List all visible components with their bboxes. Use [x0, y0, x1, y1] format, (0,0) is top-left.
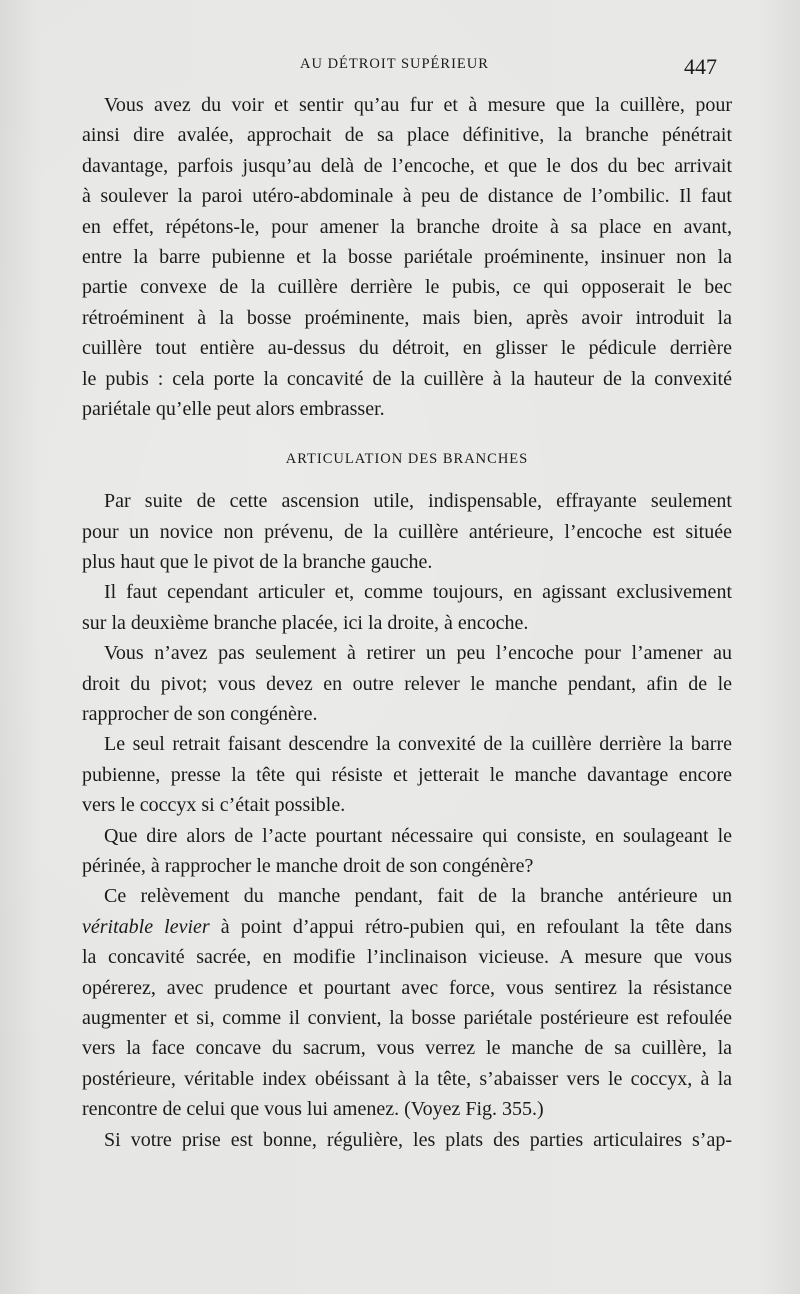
text-line: partie convexe de la cuillère derrière le pubis, ce qui opposerait le bec [82, 276, 732, 299]
text-line [82, 912, 732, 942]
text-line: pubienne, presse la tête qui résiste et jetterait le manche davantage encore [82, 763, 732, 786]
paragraph-8 [82, 1125, 732, 1155]
text-line: ainsi dire avalée, approchait de sa place définitive, la branche pénétrait [82, 124, 732, 147]
text-line: Si votre prise est bonne, régulière, les plats des parties articulaires s’ap- [104, 1128, 732, 1151]
body-text [82, 90, 732, 1155]
text-line: périnée, à rapprocher le manche droit de son congénère? [82, 854, 534, 877]
text-line: sur la deuxième branche placée, ici la droite, à encoche. [82, 611, 529, 634]
text-line: opérerez, avec prudence et pourtant avec force, vous sentirez la résistance [82, 976, 732, 999]
paragraph-1 [82, 90, 732, 424]
page-number: 447 [684, 54, 717, 79]
paragraph-6 [82, 821, 732, 882]
text-line: Que dire alors de l’acte pourtant nécessaire qui consiste, en soulageant le [104, 824, 732, 847]
text-line: à soulever la paroi utéro-abdominale à peu de distance de l’ombilic. Il faut [82, 185, 732, 208]
text-line: pour un novice non prévenu, de la cuillère antérieure, l’encoche est située [82, 520, 732, 543]
paragraph-3 [82, 577, 732, 638]
text-segment: à point d’appui rétro-pubien qui, en refoulant la tête dans [209, 915, 732, 938]
text-line: rétroéminent à la bosse proéminente, mais bien, après avoir introduit la [82, 306, 732, 329]
text-line: Le seul retrait faisant descendre la convexité de la cuillère derrière la barre [104, 733, 732, 756]
text-line: la concavité sacrée, en modifie l’inclinaison vicieuse. A mesure que vous [82, 946, 732, 969]
text-line: Vous avez du voir et sentir qu’au fur et à mesure que la cuillère, pour [104, 94, 732, 116]
italic-term: véritable levier [82, 915, 210, 938]
text-line: droit du pivot; vous devez en outre relever le manche pendant, afin de le [82, 672, 732, 695]
text-line: vers la face concave du sacrum, vous verrez le manche de sa cuillère, la [82, 1037, 732, 1060]
text-line: cuillère tout entière au-dessus du détroit, en glisser le pédicule derrière [82, 337, 732, 360]
text-line: postérieure, véritable index obéissant à la tête, s’abaisser vers le coccyx, à la [82, 1067, 732, 1090]
text-line: Par suite de cette ascension utile, indispensable, effrayante seulement [104, 490, 732, 513]
text-line: augmenter et si, comme il convient, la bosse pariétale postérieure est refoulée [82, 1006, 732, 1029]
text-line: pariétale qu’elle peut alors embrasser. [82, 397, 385, 420]
paragraph-5 [82, 729, 732, 820]
text-line: Ce relèvement du manche pendant, fait de la branche antérieure un [104, 885, 732, 908]
running-head [0, 54, 800, 84]
text-line: entre la barre pubienne et la bosse pariétale proéminente, insinuer non la [82, 245, 732, 268]
text-line: en effet, répétons-le, pour amener la branche droite à sa place en avant, [82, 215, 732, 238]
paragraph-7 [82, 881, 732, 1124]
paragraph-2 [82, 486, 732, 577]
paragraph-4 [82, 638, 732, 729]
text-line: Vous n’avez pas seulement à retirer un peu l’encoche pour l’amener au [104, 642, 732, 665]
text-line: rapprocher de son congénère. [82, 703, 318, 726]
text-line: vers le coccyx si c’était possible. [82, 794, 346, 817]
running-title: AU DÉTROIT SUPÉRIEUR [300, 56, 489, 72]
text-line: davantage, parfois jusqu’au delà de l’encoche, et que le dos du bec arrivait [82, 154, 732, 177]
text-line: Il faut cependant articuler et, comme toujours, en agissant exclusivement [104, 581, 732, 604]
text-line: le pubis : cela porte la concavité de la cuillère à la hauteur de la convexité [82, 367, 732, 390]
section-heading: ARTICULATION DES BRANCHES [285, 451, 529, 468]
text-line: rencontre de celui que vous lui amenez. (Voyez Fig. 355.) [82, 1098, 544, 1121]
text-line: plus haut que le pivot de la branche gauche. [82, 551, 433, 574]
